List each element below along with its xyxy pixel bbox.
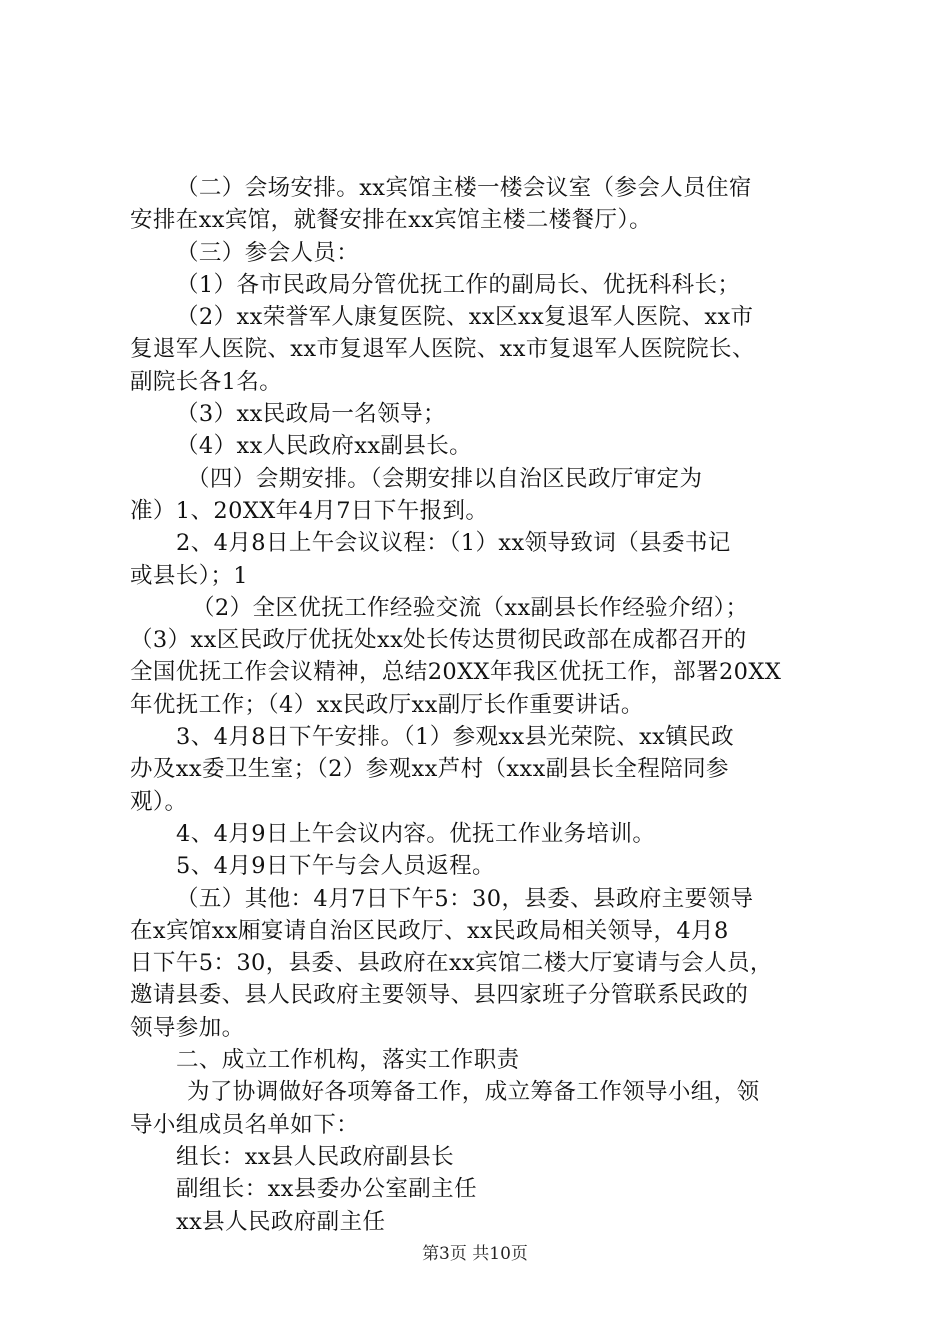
paragraph-line: （1）各市民政局分管优抚工作的副局长、优抚科科长； <box>176 271 741 298</box>
paragraph-line: 副院长各1名。 <box>130 368 283 395</box>
page-number-footer: 第3页 共10页 <box>422 1244 528 1264</box>
paragraph-line: 邀请县委、县人民政府主要领导、县四家班子分管联系民政的 <box>130 982 749 1009</box>
paragraph-line: 副组长：xx县委办公室副主任 <box>176 1176 477 1203</box>
paragraph-line: 导小组成员名单如下： <box>130 1111 360 1138</box>
paragraph-line: 为了协调做好各项筹备工作，成立筹备工作领导小组，领 <box>187 1079 760 1106</box>
paragraph-line: （四）会期安排。（会期安排以自治区民政厅审定为 <box>187 465 703 492</box>
paragraph-line: 3、4月8日下午安排。（1）参观xx县光荣院、xx镇民政 <box>176 724 734 751</box>
paragraph-line: （三）参会人员： <box>176 239 360 266</box>
paragraph-line: （3）xx区民政厅优抚处xx处长传达贯彻民政部在成都召开的 <box>130 627 747 654</box>
section-heading: 二、成立工作机构，落实工作职责 <box>176 1047 520 1074</box>
paragraph-line: 复退军人医院、xx市复退军人医院、xx市复退军人医院院长、 <box>130 336 755 363</box>
paragraph-line: 观）。 <box>130 788 188 815</box>
paragraph-line: （3）xx民政局一名领导； <box>176 401 446 428</box>
paragraph-line: （二）会场安排。xx宾馆主楼一楼会议室（参会人员住宿 <box>176 175 752 201</box>
paragraph-line: 5、4月9日下午与会人员返程。 <box>176 853 495 880</box>
paragraph-line: 4、4月9日上午会议内容。优抚工作业务培训。 <box>176 820 656 847</box>
paragraph-line: 组长：xx县人民政府副县长 <box>176 1143 455 1170</box>
paragraph-line: 年优抚工作；（4）xx民政厅xx副厅长作重要讲话。 <box>130 691 644 718</box>
paragraph-line: 办及xx委卫生室；（2）参观xx芦村（xxx副县长全程陪同参 <box>130 756 729 783</box>
paragraph-line: xx县人民政府副主任 <box>176 1208 386 1235</box>
paragraph-line: （2）xx荣誉军人康复医院、xx区xx复退军人医院、xx市 <box>176 304 754 331</box>
paragraph-line: 或县长）；1 <box>130 562 248 589</box>
paragraph-line: 领导参加。 <box>130 1014 245 1041</box>
paragraph-line: 安排在xx宾馆，就餐安排在xx宾馆主楼二楼餐厅）。 <box>130 207 653 234</box>
paragraph-line: 全国优抚工作会议精神，总结20XX年我区优抚工作，部署20XX <box>130 659 782 686</box>
paragraph-line: （2）全区优抚工作经验交流（xx副县长作经验介绍）； <box>192 594 749 621</box>
paragraph-line: （五）其他：4月7日下午5：30，县委、县政府主要领导 <box>176 885 754 912</box>
paragraph-line: 日下午5：30，县委、县政府在xx宾馆二楼大厅宴请与会人员， <box>130 950 773 977</box>
paragraph-line: 准）1、20XX年4月7日下午报到。 <box>130 497 489 524</box>
paragraph-line: 2、4月8日上午会议议程：（1）xx领导致词（县委书记 <box>176 530 731 557</box>
paragraph-line: （4）xx人民政府xx副县长。 <box>176 433 473 460</box>
paragraph-line: 在x宾馆xx厢宴请自治区民政厅、xx民政局相关领导，4月8 <box>130 917 729 944</box>
document-body <box>130 172 840 1238</box>
